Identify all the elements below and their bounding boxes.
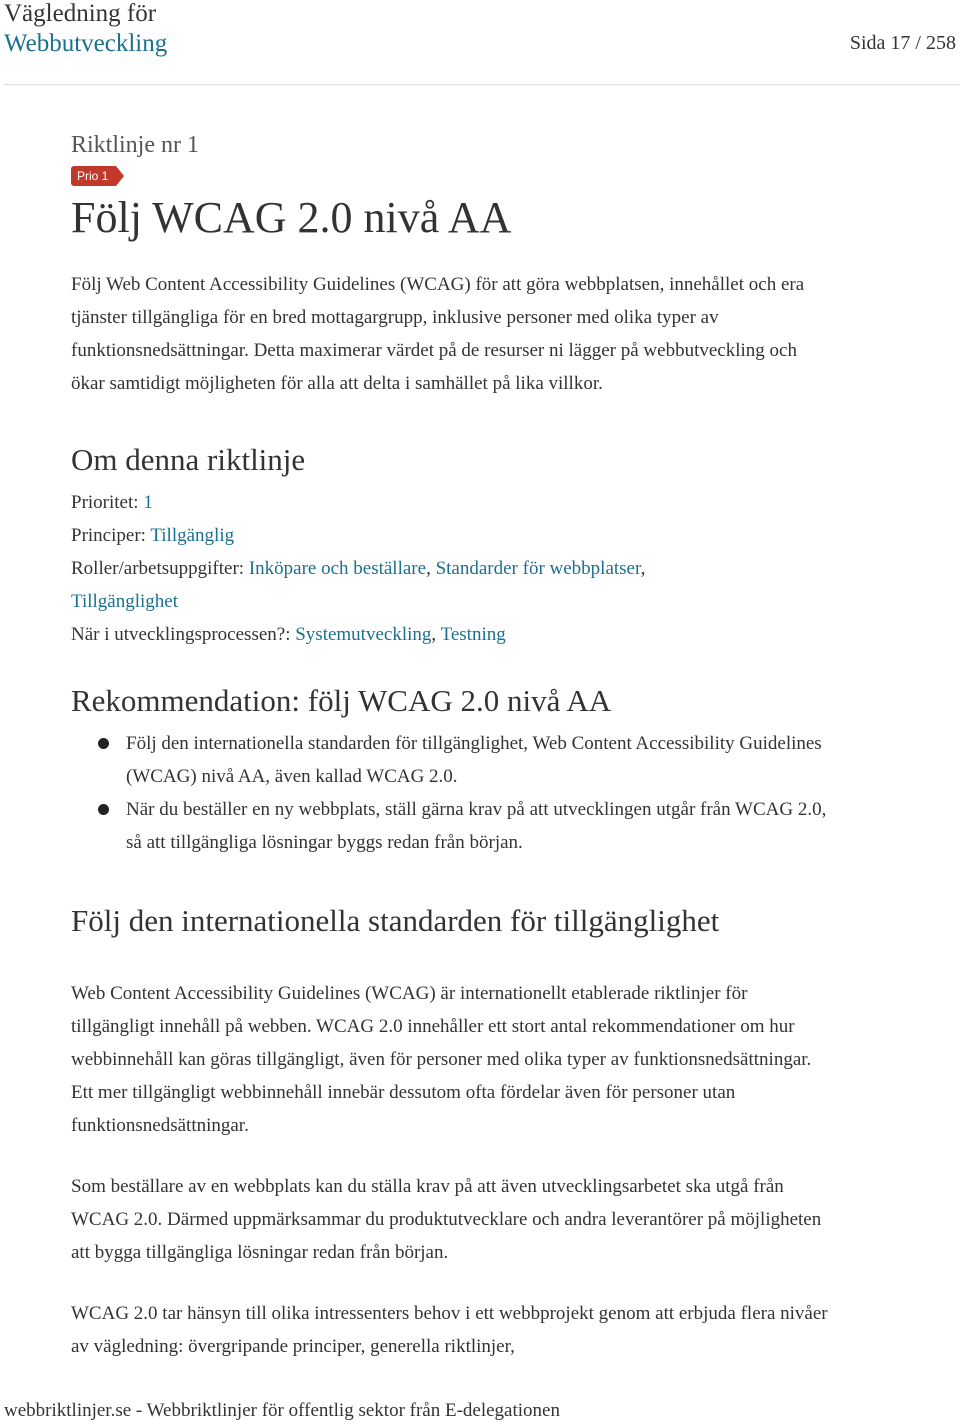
principles-label: Principer: bbox=[71, 525, 151, 546]
role-link-inkopare[interactable]: Inköpare och beställare bbox=[248, 558, 427, 579]
priority-link[interactable]: 1 bbox=[143, 492, 153, 513]
roles-label: Roller/arbetsuppgifter: bbox=[71, 558, 249, 579]
page-header bbox=[0, 0, 960, 86]
recommendation-text: När du beställer en ny webbplats, ställ gärna krav på att utvecklingen utgår från WCAG 2.0, så att tillgängliga lösningar byggs redan från början. bbox=[126, 799, 827, 853]
separator: , bbox=[431, 624, 441, 645]
guideline-intro: Följ Web Content Accessibility Guidelines (WCAG) för att göra webbplatsen, innehållet och era tjänster tillgängliga för en bred mottagargrupp, inklusive personer med olika typer av funktionsnedsättningar. Detta maximerar värdet på de resurser ni lägger på webbutveckling och ökar samtidigt möjligheten för alla att delta i samhället på lika villkor. bbox=[71, 274, 805, 394]
about-heading: Om denna riktlinje bbox=[71, 442, 306, 477]
section-heading: Följ den internationella standarden för tillgänglighet bbox=[71, 903, 720, 938]
recommendation-text: Följ den internationella standarden för tillgänglighet, Web Content Accessibility Guidelines (WCAG) nivå AA, även kallad WCAG 2.0. bbox=[126, 733, 822, 787]
body-paragraph: Web Content Accessibility Guidelines (WCAG) är internationellt etablerade riktlinjer för tillgängligt innehåll på webben. WCAG 2.0 innehåller ett stort antal rekommendationer om hur webbinnehåll kan göras tillgängligt, även för personer med olika typer av funktionsnedsättningar. Ett mer tillgängligt webbinnehåll innebär dessutom ofta fördelar även för personer utan funktionsnedsättningar. bbox=[71, 983, 812, 1136]
when-link-testning[interactable]: Testning bbox=[440, 624, 506, 645]
site-title-line2[interactable]: Webbutveckling bbox=[4, 30, 168, 57]
bullet-icon bbox=[98, 804, 109, 815]
page-footer: webbriktlinjer.se - Webbriktlinjer för offentlig sektor från E-delegationen bbox=[4, 1400, 560, 1421]
roles-row bbox=[71, 552, 831, 618]
principles-link[interactable]: Tillgänglig bbox=[150, 525, 235, 546]
principles-row bbox=[71, 519, 831, 552]
when-link-systemutveckling[interactable]: Systemutveckling bbox=[295, 624, 432, 645]
separator: , bbox=[640, 558, 646, 579]
main-content bbox=[71, 128, 831, 1391]
body-paragraph: WCAG 2.0 tar hänsyn till olika intressenters behov i ett webbprojekt genom att erbjuda flera nivåer av vägledning: övergripande principer, generella riktlinjer, bbox=[71, 1303, 828, 1357]
priority-badge: Prio 1 bbox=[71, 166, 116, 186]
role-link-tillganglighet[interactable]: Tillgänglighet bbox=[71, 591, 178, 612]
list-item bbox=[71, 793, 831, 859]
guideline-number: Riktlinje nr 1 bbox=[71, 132, 199, 158]
priority-label: Prioritet: bbox=[71, 492, 144, 513]
when-row bbox=[71, 618, 831, 651]
recommendation-list bbox=[71, 727, 831, 859]
role-link-standarder[interactable]: Standarder för webbplatser bbox=[435, 558, 641, 579]
guideline-meta bbox=[71, 486, 831, 651]
body-paragraph: Som beställare av en webbplats kan du ställa krav på att även utvecklingsarbetet ska utgå från WCAG 2.0. Därmed uppmärksammar du produktutvecklare och andra leverantörer på möjligheten att bygga tillgängliga lösningar redan från början. bbox=[71, 1176, 822, 1263]
priority-row bbox=[71, 486, 831, 519]
bullet-icon bbox=[98, 738, 109, 749]
when-label: När i utvecklingsprocessen?: bbox=[71, 624, 296, 645]
site-title-line1: Vägledning för bbox=[4, 0, 157, 27]
page-number: Sida 17 / 258 bbox=[849, 32, 956, 54]
separator: , bbox=[426, 558, 436, 579]
header-divider bbox=[4, 84, 960, 85]
recommendation-heading: Rekommendation: följ WCAG 2.0 nivå AA bbox=[71, 683, 612, 718]
list-item bbox=[71, 727, 831, 793]
guideline-title: Följ WCAG 2.0 nivå AA bbox=[71, 193, 512, 242]
